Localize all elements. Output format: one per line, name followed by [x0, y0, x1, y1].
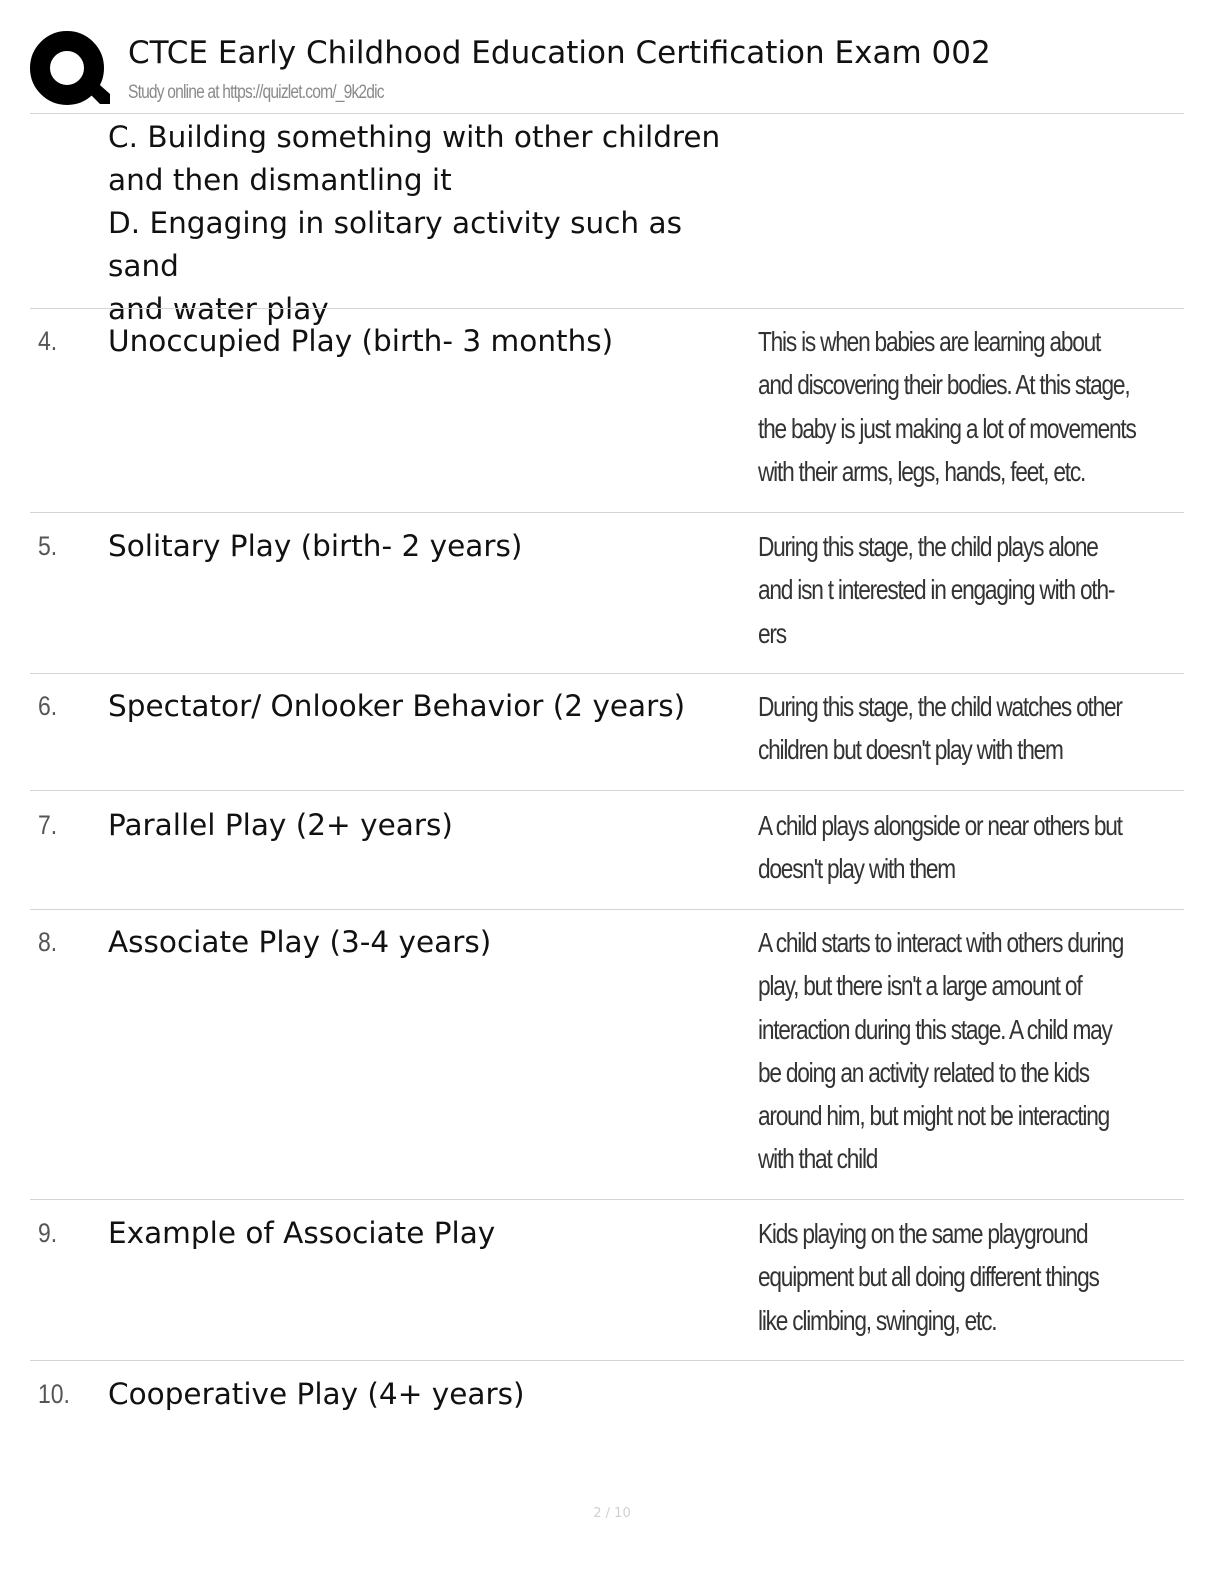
study-online-link[interactable]: Study online at https://quizlet.com/_9k2dic [128, 82, 384, 103]
card-definition [758, 921, 1163, 1181]
definition-line: like climbing, swinging, etc. [758, 1304, 997, 1336]
definition-line: During this stage, the child watches other [758, 691, 1122, 722]
definition-line: interaction during this stage. A child may [758, 1013, 1112, 1045]
definition-line: around him, but might not be interacting [758, 1100, 1110, 1132]
card-number: 9. [38, 1218, 58, 1248]
continued-answer-options [108, 116, 748, 331]
page-header [30, 28, 1190, 112]
page-number: 2 / 10 [593, 1506, 631, 1521]
card-term: Parallel Play (2+ years) [108, 808, 453, 842]
definition-line: A child starts to interact with others during [758, 927, 1124, 958]
definition-line: play, but there isn't a large amount of [758, 970, 1082, 1002]
card-divider [30, 1360, 1184, 1361]
card-divider [30, 308, 1184, 309]
card-number: 10. [38, 1379, 70, 1409]
card-number: 7. [38, 810, 58, 840]
definition-line: ers [758, 617, 786, 649]
card-divider [30, 1199, 1184, 1200]
card-term: Spectator/ Onlooker Behavior (2 years) [108, 689, 686, 723]
definition-line: and discovering their bodies. At this stage, [758, 369, 1130, 401]
card-number: 6. [38, 691, 58, 721]
card-term: Solitary Play (birth- 2 years) [108, 529, 523, 563]
card-term: Cooperative Play (4+ years) [108, 1377, 525, 1411]
card-definition [758, 1212, 1163, 1342]
card-divider [30, 673, 1184, 674]
definition-line: Kids playing on the same playground [758, 1218, 1088, 1249]
card-term: Example of Associate Play [108, 1216, 496, 1250]
card-divider [30, 512, 1184, 513]
answer-option-c: C. Building something with other children and then dismantling it [108, 120, 721, 197]
card-divider [30, 909, 1184, 910]
quizlet-logo-icon [30, 30, 112, 112]
card-divider [30, 790, 1184, 791]
card-definition [758, 685, 1163, 772]
card-number: 5. [38, 531, 58, 561]
definition-line: This is when babies are learning about [758, 326, 1101, 357]
definition-line: with their arms, legs, hands, feet, etc. [758, 455, 1086, 487]
card-number: 4. [38, 326, 58, 356]
definition-line: children but doesn't play with them [758, 734, 1063, 766]
definition-line: A child plays alongside or near others but [758, 810, 1122, 841]
definition-line: be doing an activity related to the kids [758, 1056, 1089, 1088]
definition-line: and isn t interested in engaging with oth- [758, 574, 1115, 606]
header-divider [30, 113, 1184, 114]
definition-line: doesn't play with them [758, 853, 955, 885]
card-term: Unoccupied Play (birth- 3 months) [108, 324, 614, 358]
card-number: 8. [38, 927, 58, 957]
card-term: Associate Play (3-4 years) [108, 925, 492, 959]
card-definition [758, 525, 1163, 655]
definition-line: equipment but all doing different things [758, 1261, 1099, 1293]
card-definition [758, 804, 1163, 891]
page-title: CTCE Early Childhood Education Certification Exam 002 [128, 35, 991, 71]
answer-option-d: D. Engaging in solitary activity such as sand and water play [108, 206, 682, 326]
card-definition [758, 320, 1163, 493]
definition-line: with that child [758, 1143, 878, 1175]
definition-line: the baby is just making a lot of movements [758, 412, 1136, 444]
definition-line: During this stage, the child plays alone [758, 531, 1098, 562]
